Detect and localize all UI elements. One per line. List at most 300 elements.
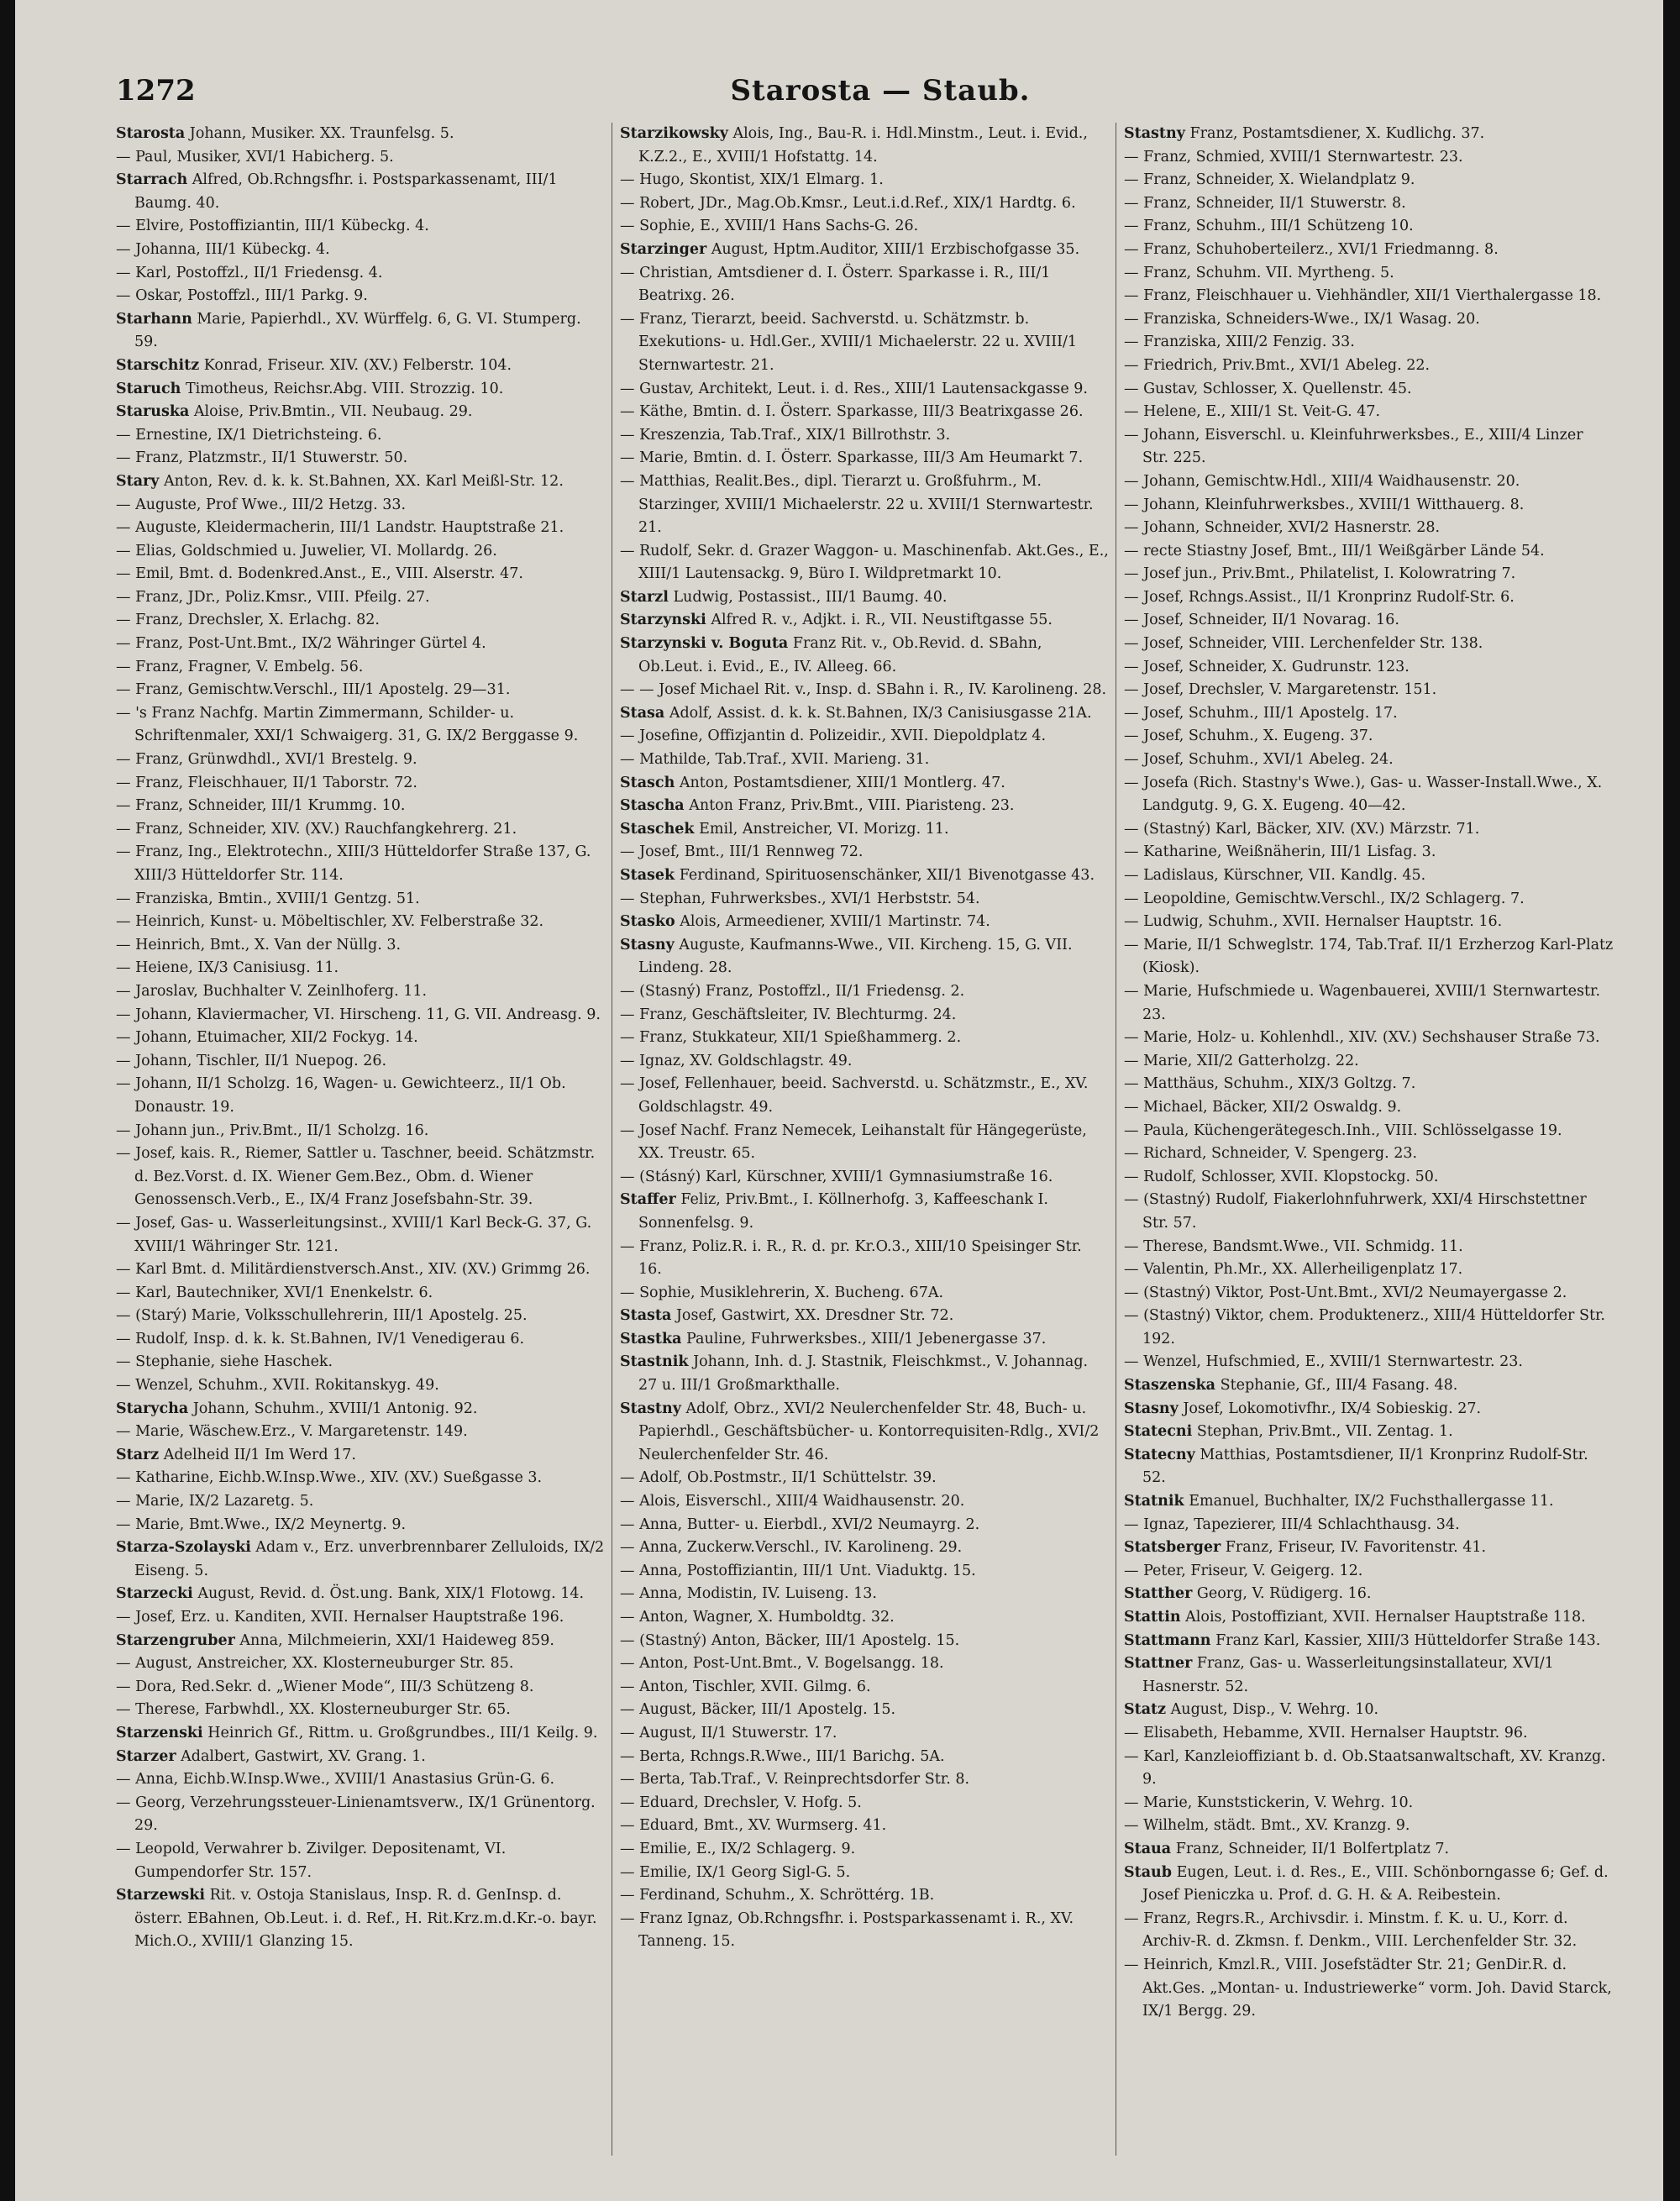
directory-entry [620, 1328, 1110, 1352]
directory-entry [1124, 424, 1614, 470]
entry-text: — Christian, Amtsdiener d. I. Österr. Sparkasse i. R., III/1 Beatrixg. 26. [620, 264, 1051, 305]
directory-entry [620, 1398, 1110, 1468]
entry-text: Adalbert, Gastwirt, XV. Grang. 1. [176, 1747, 426, 1765]
directory-entry [116, 1722, 606, 1746]
entry-text: — Rudolf, Insp. d. k. k. St.Bahnen, IV/1 Venedigerau 6. [116, 1330, 525, 1347]
directory-entry [116, 1792, 606, 1838]
entry-text: — Franz, Fragner, V. Embelg. 56. [116, 658, 364, 675]
entry-surname: Statecny [1124, 1446, 1195, 1463]
entry-text: — August, II/1 Stuwerstr. 17. [620, 1724, 837, 1741]
directory-entry [1124, 911, 1614, 934]
entry-text: Johann, Musiker. XX. Traunfelsg. 5. [185, 125, 454, 142]
entry-surname: Staub [1124, 1863, 1173, 1881]
entry-text: — Heiene, IX/3 Canisiusg. 11. [116, 959, 339, 977]
entry-text: — Josef, Schuhm., X. Eugeng. 37. [1124, 728, 1373, 745]
directory-entry [1124, 1189, 1614, 1235]
directory-entry [620, 702, 1110, 726]
entry-text: — (Stasný) Franz, Postoffzl., II/1 Friedensg. 2. [620, 982, 965, 1000]
directory-entry [620, 262, 1110, 308]
directory-entry [116, 215, 606, 239]
entry-text: — Heinrich, Kmzl.R., VIII. Josefstädter Str. 21; GenDir.R. d. Akt.Ges. „Montan- u. Industriewerke“ vorm. Joh. David Starck, IX/1 Bergg. 29. [1124, 1956, 1612, 2020]
directory-entry [1124, 1652, 1614, 1699]
entry-text: — Franz, Regrs.R., Archivsdir. i. Minstm. f. K. u. U., Korr. d. Archiv-R. d. Zkmsn. f. Denkm., VIII. Lerchenfelder Str. 32. [1124, 1909, 1578, 1951]
entry-text: — Anton, Wagner, X. Humboldtg. 32. [620, 1609, 895, 1626]
entry-text: — Helene, E., XIII/1 St. Veit-G. 47. [1124, 403, 1381, 421]
directory-entry [116, 424, 606, 448]
directory-entry [116, 308, 606, 355]
entry-text: Rit. v. Ostoja Stanislaus, Insp. R. d. GenInsp. d. österr. EBahnen, Ob.Leut. i. d. Ref., H. Rit.Krz.m.d.Kr.-o. bayr. Mich.O., XVIII/1 Glanzing 15. [134, 1887, 597, 1951]
directory-entry [620, 1073, 1110, 1119]
entry-text: — Heinrich, Bmt., X. Van der Nüllg. 3. [116, 936, 402, 953]
directory-entry [620, 215, 1110, 239]
directory-entry [1124, 1630, 1614, 1653]
directory-entry [1124, 239, 1614, 262]
entry-text: Alois, Postoffiziant, XVII. Hernalser Hauptstraße 118. [1180, 1609, 1586, 1626]
entry-text: — Therese, Farbwhdl., XX. Klosterneuburger Str. 65. [116, 1701, 511, 1719]
entry-text: — Johann, Tischler, II/1 Nuepog. 26. [116, 1052, 387, 1069]
entry-text: — Josef, Schuhm., III/1 Apostelg. 17. [1124, 704, 1398, 722]
entry-text: — Eduard, Bmt., XV. Wurmserg. 41. [620, 1817, 887, 1835]
entry-text: Georg, V. Rüdigerg. 16. [1192, 1585, 1372, 1603]
entry-surname: Starzynski [620, 612, 706, 629]
entry-text: — Ludwig, Schuhm., XVII. Hernalser Hauptstr. 16. [1124, 913, 1503, 931]
entry-text: Josef, Gastwirt, XX. Dresdner Str. 72. [671, 1307, 954, 1325]
directory-entry [620, 470, 1110, 540]
entry-text: — Johann, Etuimacher, XII/2 Fockyg. 14. [116, 1029, 418, 1047]
directory-entry [1124, 1514, 1614, 1537]
entry-text: — Josef jun., Priv.Bmt., Philatelist, I. Kolowratring 7. [1124, 565, 1516, 583]
entry-surname: Stascha [620, 797, 685, 815]
entry-text: — Josef, Schneider, II/1 Novarag. 16. [1124, 612, 1399, 629]
entry-text: Johann, Inh. d. J. Stastnik, Fleischkmst., V. Johannag. 27 u. III/1 Großmarkthalle. [638, 1353, 1089, 1395]
directory-entry [1124, 540, 1614, 564]
directory-entry [1124, 494, 1614, 517]
entry-surname: Stary [116, 472, 160, 490]
directory-entry [620, 169, 1110, 192]
entry-surname: Statnik [1124, 1493, 1184, 1510]
directory-entry [116, 934, 606, 958]
entry-text: — Marie, II/1 Schweglstr. 174, Tab.Traf. II/1 Erzherzog Karl-Platz (Kiosk). [1124, 936, 1614, 977]
entry-text: — (Stastný) Anton, Bäcker, III/1 Apostelg. 15. [620, 1631, 960, 1649]
entry-text: — Gustav, Architekt, Leut. i. d. Res., XIII/1 Lautensackgasse 9. [620, 380, 1088, 397]
entry-surname: Stastny [1124, 125, 1185, 142]
directory-entry [1124, 1954, 1614, 2024]
directory-entry [116, 841, 606, 887]
directory-entry [116, 563, 606, 586]
directory-entry [620, 911, 1110, 934]
entry-text: — Franz, Schuhoberteilerz., XVI/1 Friedmanng. 8. [1124, 240, 1499, 258]
directory-entry [116, 1050, 606, 1074]
entry-text: — Marie, IX/2 Lazaretg. 5. [116, 1493, 314, 1510]
entry-text: Josef, Lokomotivfhr., IX/4 Sobieskig. 27. [1178, 1400, 1482, 1417]
directory-entry [620, 540, 1110, 586]
entry-text: — Gustav, Schlosser, X. Quellenstr. 45. [1124, 380, 1412, 397]
entry-text: — Sophie, E., XVIII/1 Hans Sachs-G. 26. [620, 218, 919, 235]
directory-entry [116, 1282, 606, 1305]
directory-entry [116, 540, 606, 564]
entry-text: — Richard, Schneider, V. Spengerg. 23. [1124, 1145, 1418, 1163]
directory-entry [1124, 1792, 1614, 1815]
directory-entry [620, 1908, 1110, 1954]
entry-text: — Johann, Kleinfuhrwerksbes., XVIII/1 Witthauerg. 8. [1124, 496, 1525, 513]
entry-text: — (Stastný) Rudolf, Fiakerlohnfuhrwerk, XXI/4 Hirschstettner Str. 57. [1124, 1191, 1587, 1232]
directory-entry [116, 957, 606, 980]
directory-entry [1124, 1560, 1614, 1584]
directory-entry [1124, 1143, 1614, 1166]
entry-text: Anna, Milchmeierin, XXI/1 Haideweg 859. [234, 1631, 554, 1649]
entry-text: — Matthäus, Schuhm., XIX/3 Goltzg. 7. [1124, 1075, 1416, 1093]
directory-entry [1124, 934, 1614, 980]
entry-surname: Starz [116, 1446, 160, 1463]
directory-entry [1124, 818, 1614, 842]
entry-text: — Katharine, Weißnäherin, III/1 Lisfag. 3. [1124, 843, 1436, 861]
entry-surname: Statsberger [1124, 1539, 1221, 1557]
directory-entry [1124, 1120, 1614, 1143]
directory-entry [1124, 888, 1614, 911]
entry-text: Alfred R. v., Adjkt. i. R., VII. Neustiftgasse 55. [706, 612, 1053, 629]
entry-text: Heinrich Gf., Rittm. u. Großgrundbes., III/1 Keilg. 9. [202, 1724, 598, 1741]
directory-entry [116, 1746, 606, 1769]
directory-column-2 [620, 123, 1110, 2172]
directory-entry [116, 1328, 606, 1352]
directory-page [15, 0, 1663, 2201]
entry-surname: Starycha [116, 1400, 189, 1417]
directory-entry [116, 1374, 606, 1398]
entry-text: Franz Karl, Kassier, XIII/3 Hütteldorfer Straße 143. [1210, 1631, 1601, 1649]
entry-surname: Statther [1124, 1585, 1193, 1603]
directory-entry [1124, 1746, 1614, 1792]
directory-entry [116, 1490, 606, 1514]
directory-entry [620, 424, 1110, 448]
directory-entry [620, 123, 1110, 169]
directory-entry [1124, 215, 1614, 239]
entry-text: — Anton, Tischler, XVII. Gilmg. 6. [620, 1678, 871, 1695]
entry-text: — Oskar, Postoffzl., III/1 Parkg. 9. [116, 287, 368, 305]
directory-entry [116, 795, 606, 818]
directory-entry [620, 239, 1110, 262]
entry-text: — Leopold, Verwahrer b. Zivilger. Depositenamt, VI. Gumpendorfer Str. 157. [116, 1840, 507, 1881]
entry-text: — Josefa (Rich. Stastny's Wwe.), Gas- u. Wasser-Install.Wwe., X. Landgutg. 9, G. X. Eugeng. 40—42. [1124, 774, 1603, 815]
page-number: 1272 [116, 74, 196, 108]
entry-surname: Stattner [1124, 1655, 1193, 1673]
entry-text: — Katharine, Eichb.W.Insp.Wwe., XIV. (XV.) Sueßgasse 3. [116, 1469, 543, 1487]
entry-text: Adelheid II/1 Im Werd 17. [159, 1446, 356, 1463]
entry-text: Franz, Friseur, IV. Favoritenstr. 41. [1221, 1539, 1487, 1557]
directory-entry [620, 841, 1110, 864]
directory-entry [1124, 772, 1614, 818]
entry-text: — Hugo, Skontist, XIX/1 Elmarg. 1. [620, 171, 884, 189]
directory-entry [116, 1073, 606, 1119]
entry-text: — Paul, Musiker, XVI/1 Habicherg. 5. [116, 148, 394, 165]
entry-text: — Elisabeth, Hebamme, XVII. Hernalser Hauptstr. 96. [1124, 1724, 1528, 1741]
directory-entry [1124, 1699, 1614, 1722]
entry-text: — Berta, Tab.Traf., V. Reinprechtsdorfer Str. 8. [620, 1771, 970, 1789]
entry-text: — Franz, JDr., Poliz.Kmsr., VIII. Pfeilg. 27. [116, 588, 430, 606]
entry-text: Adolf, Assist. d. k. k. St.Bahnen, IX/3 Canisiusgasse 21A. [664, 704, 1092, 722]
directory-entry [1124, 586, 1614, 610]
directory-entry [1124, 702, 1614, 726]
entry-text: — Franz, Poliz.R. i. R., R. d. pr. Kr.O.3., XIII/10 Speisinger Str. 16. [620, 1237, 1082, 1279]
entry-text: Marie, Papierhdl., XV. Würffelg. 6, G. VI. Stumperg. 59. [134, 310, 581, 351]
entry-text: — Franz, Schuhm. VII. Myrtheng. 5. [1124, 264, 1394, 281]
directory-entry [620, 980, 1110, 1004]
entry-text: — Josef, Drechsler, V. Margaretenstr. 151. [1124, 681, 1437, 699]
entry-text: — Franz, Post-Unt.Bmt., IX/2 Währinger Gürtel 4. [116, 635, 486, 653]
directory-column-1 [116, 123, 606, 2172]
entry-surname: Staruska [116, 403, 190, 421]
entry-text: Ferdinand, Spirituosenschänker, XII/1 Bivenotgasse 43. [675, 867, 1095, 884]
directory-entry [1124, 262, 1614, 286]
entry-text: — Jaroslav, Buchhalter V. Zeinlhoferg. 11. [116, 982, 428, 1000]
entry-text: — Karl Bmt. d. Militärdienstversch.Anst., XIV. (XV.) Grimmg 26. [116, 1261, 591, 1279]
entry-text: — Josef, Erz. u. Kanditen, XVII. Hernalser Hauptstraße 196. [116, 1609, 564, 1626]
directory-entry [1124, 1096, 1614, 1120]
directory-entry [116, 1004, 606, 1027]
directory-entry [620, 725, 1110, 749]
directory-entry [1124, 355, 1614, 378]
entry-text: Alois, Armeediener, XVIII/1 Martinstr. 74. [675, 913, 990, 931]
directory-entry [116, 749, 606, 772]
entry-surname: Starzecki [116, 1585, 193, 1603]
entry-surname: Stastnik [620, 1353, 689, 1371]
directory-entry [1124, 1838, 1614, 1862]
directory-entry [116, 911, 606, 934]
entry-text: Ludwig, Postassist., III/1 Baumg. 40. [668, 588, 948, 606]
entry-text: — Wilhelm, städt. Bmt., XV. Kranzg. 9. [1124, 1817, 1410, 1835]
entry-text: Feliz, Priv.Bmt., I. Köllnerhofg. 3, Kaffeeschank I. Sonnenfelsg. 9. [638, 1191, 1048, 1232]
entry-text: — Marie, Holz- u. Kohlenhdl., XIV. (XV.) Sechshauser Straße 73. [1124, 1029, 1600, 1047]
directory-entry [620, 1630, 1110, 1653]
directory-entry [1124, 123, 1614, 146]
directory-entry [116, 285, 606, 308]
directory-entry [620, 1004, 1110, 1027]
entry-text: — Franz Ignaz, Ob.Rchngsfhr. i. Postsparkassenamt i. R., XV. Tanneng. 15. [620, 1909, 1074, 1951]
entry-text: Anton Franz, Priv.Bmt., VIII. Piaristeng. 23. [684, 797, 1015, 815]
entry-text: — Franz, Stukkateur, XII/1 Spießhammerg. 2. [620, 1029, 962, 1047]
entry-text: — Anna, Butter- u. Eierbdl., XVI/2 Neumayrg. 2. [620, 1515, 980, 1533]
directory-entry [1124, 1490, 1614, 1514]
directory-entry [620, 609, 1110, 633]
entry-surname: Staszenska [1124, 1377, 1216, 1395]
entry-text: — Franz, Schuhm., III/1 Schützeng 10. [1124, 218, 1414, 235]
entry-text: August, Disp., V. Wehrg. 10. [1166, 1701, 1379, 1719]
entry-text: — Marie, Bmt.Wwe., IX/2 Meynertg. 9. [116, 1515, 407, 1533]
entry-text: — Anton, Post-Unt.Bmt., V. Bogelsangg. 18. [620, 1655, 944, 1673]
entry-text: — Paula, Küchengerätegesch.Inh., VIII. Schlösselgasse 19. [1124, 1122, 1562, 1139]
entry-text: — Josef, Schneider, X. Gudrunstr. 123. [1124, 658, 1410, 675]
entry-surname: Starzikowsky [620, 125, 728, 142]
directory-entry [620, 1746, 1110, 1769]
directory-entry [620, 1120, 1110, 1166]
directory-entry [116, 980, 606, 1004]
directory-entry [116, 355, 606, 378]
directory-entry [620, 1838, 1110, 1862]
directory-entry [620, 1884, 1110, 1908]
directory-entry [116, 1398, 606, 1421]
directory-entry [116, 1838, 606, 1884]
entry-surname: Staschek [620, 820, 695, 838]
entry-surname: Stattmann [1124, 1631, 1211, 1649]
directory-entry [620, 1467, 1110, 1490]
running-title: Starosta — Staub. [730, 74, 1031, 108]
directory-entry [1124, 1583, 1614, 1606]
directory-entry [116, 888, 606, 911]
page-header [116, 74, 1645, 116]
entry-text: — Franz, Schneider, X. Wielandplatz 9. [1124, 171, 1415, 189]
entry-text: — Franziska, Schneiders-Wwe., IX/1 Wasag. 20. [1124, 310, 1480, 328]
entry-text: Adolf, Obrz., XVI/2 Neulerchenfelder Str. 48, Buch- u. Papierhdl., Geschäftsbücher- u. Kontorrequisiten-Rdlg., XVI/2 Neulerchenfelder Str. 46. [638, 1400, 1100, 1463]
entry-text: Alfred, Ob.Rchngsfhr. i. Postsparkassenamt, III/1 Baumg. 40. [134, 171, 558, 212]
directory-entry [620, 1606, 1110, 1630]
directory-entry [620, 1282, 1110, 1305]
entry-text: — Ferdinand, Schuhm., X. Schröttérg. 1B. [620, 1887, 935, 1904]
entry-text: Eugen, Leut. i. d. Res., E., VIII. Schönborngasse 6; Gef. d. Josef Pieniczka u. Prof. d. G. H. & A. Reibestein. [1142, 1863, 1609, 1904]
directory-entry [116, 1606, 606, 1630]
entry-text: — (Stastný) Viktor, chem. Produktenerz., XIII/4 Hütteldorfer Str. 192. [1124, 1307, 1605, 1347]
entry-text: — Franz, Schneider, XIV. (XV.) Rauchfangkehrerg. 21. [116, 820, 517, 838]
entry-text: — August, Bäcker, III/1 Apostelg. 15. [620, 1701, 896, 1719]
entry-text: — Josef, Rchngs.Assist., II/1 Kronprinz Rudolf-Str. 6. [1124, 588, 1515, 606]
entry-surname: Starosta [116, 125, 186, 142]
entry-text: Stephanie, Gf., III/4 Fasang. 48. [1215, 1377, 1458, 1395]
directory-entry [620, 679, 1110, 702]
directory-entry [1124, 609, 1614, 633]
entry-text: — Franz, Tierarzt, beeid. Sachverstd. u. Schätzmstr. b. Exekutions- u. Hdl.Ger., XVIII/1 Michaelerstr. 22 u. XVIII/1 Sternwartestr. 21. [620, 310, 1078, 374]
entry-text: Emil, Anstreicher, VI. Morizg. 11. [694, 820, 949, 838]
entry-text: — Josef, Bmt., III/1 Rennweg 72. [620, 843, 864, 861]
entry-text: Franz, Schneider, II/1 Bolfertplatz 7. [1171, 1840, 1450, 1857]
directory-entry [1124, 1166, 1614, 1190]
directory-entry [116, 1212, 606, 1258]
entry-text: — Matthias, Realit.Bes., dipl. Tierarzt u. Großfuhrm., M. Starzinger, XVIII/1 Michaelerstr. 22 u. XVIII/1 Sternwartestr. 21. [620, 472, 1094, 537]
entry-surname: Statecni [1124, 1423, 1193, 1441]
entry-text: — — Josef Michael Rit. v., Insp. d. SBahn i. R., IV. Karolineng. 28. [620, 681, 1107, 699]
directory-entry [116, 818, 606, 842]
directory-entry [116, 656, 606, 680]
directory-entry [620, 795, 1110, 818]
entry-surname: Stastka [620, 1330, 682, 1347]
entry-text: — Ignaz, Tapezierer, III/4 Schlachthausg. 34. [1124, 1515, 1460, 1533]
entry-surname: Staffer [620, 1191, 676, 1209]
directory-entry [1124, 1815, 1614, 1838]
directory-entry [116, 1768, 606, 1792]
directory-entry [1124, 285, 1614, 308]
entry-text: Matthias, Postamtsdiener, II/1 Kronprinz Rudolf-Str. 52. [1142, 1446, 1588, 1487]
entry-text: — recte Stiastny Josef, Bmt., III/1 Weißgärber Lände 54. [1124, 542, 1545, 559]
entry-text: — Franz, Geschäftsleiter, IV. Blechturmg. 24. [620, 1006, 957, 1023]
entry-text: — Franz, Ing., Elektrotechn., XIII/3 Hütteldorfer Straße 137, G. XIII/3 Hütteldorfer Str. 114. [116, 843, 591, 884]
entry-text: — Elvire, Postoffiziantin, III/1 Kübeckg. 4. [116, 218, 429, 235]
entry-surname: Stattin [1124, 1609, 1181, 1626]
directory-entry [620, 633, 1110, 679]
directory-entry [116, 702, 606, 749]
directory-entry [620, 1514, 1110, 1537]
entry-text: — Marie, XII/2 Gatterholzg. 22. [1124, 1052, 1359, 1069]
directory-entry [620, 1676, 1110, 1699]
directory-entry [116, 1630, 606, 1653]
entry-text: Timotheus, Reichsr.Abg. VIII. Strozzig. 10. [181, 380, 504, 397]
entry-text: — (Stastný) Viktor, Post-Unt.Bmt., XVI/2 Neumayergasse 2. [1124, 1284, 1567, 1301]
entry-surname: Stastny [620, 1400, 681, 1417]
entry-text: — Mathilde, Tab.Traf., XVII. Marieng. 31. [620, 751, 930, 769]
entry-text: — Anna, Eichb.W.Insp.Wwe., XVIII/1 Anastasius Grün-G. 6. [116, 1771, 555, 1789]
entry-text: — Josef, Schneider, VIII. Lerchenfelder Str. 138. [1124, 635, 1483, 653]
directory-entry [1124, 864, 1614, 888]
directory-entry [116, 169, 606, 215]
entry-text: — Elias, Goldschmied u. Juwelier, VI. Mollardg. 26. [116, 542, 497, 559]
directory-entry [620, 864, 1110, 888]
entry-text: — Peter, Friseur, V. Geigerg. 12. [1124, 1562, 1363, 1579]
directory-entry [620, 818, 1110, 842]
directory-entry [1124, 1722, 1614, 1746]
entry-text: — Johanna, III/1 Kübeckg. 4. [116, 240, 330, 258]
entry-text: — Franz, Fleischhauer, II/1 Taborstr. 72. [116, 774, 417, 791]
entry-surname: Stasta [620, 1307, 672, 1325]
directory-entry [620, 772, 1110, 796]
directory-entry [116, 1258, 606, 1282]
directory-entry [620, 1536, 1110, 1560]
entry-text: — Anna, Modistin, IV. Luiseng. 13. [620, 1585, 877, 1603]
entry-text: — Wenzel, Hufschmied, E., XVIII/1 Sternwartestr. 23. [1124, 1353, 1523, 1371]
entry-text: Johann, Schuhm., XVIII/1 Antonig. 92. [188, 1400, 478, 1417]
entry-surname: Starzynski v. Boguta [620, 635, 789, 653]
entry-text: — (Starý) Marie, Volksschullehrerin, III/1 Apostelg. 25. [116, 1307, 528, 1325]
entry-text: — Wenzel, Schuhm., XVII. Rokitanskyg. 49. [116, 1377, 439, 1395]
directory-entry [116, 633, 606, 656]
entry-text: Anton, Postamtsdiener, XIII/1 Montlerg. 47. [675, 774, 1005, 791]
directory-entry [1124, 1374, 1614, 1398]
entry-surname: Starzenski [116, 1724, 203, 1741]
entry-text: August, Revid. d. Öst.ung. Bank, XIX/1 Flotowg. 14. [192, 1585, 585, 1603]
directory-entry [620, 1792, 1110, 1815]
entry-surname: Staruch [116, 380, 181, 397]
directory-entry [1124, 633, 1614, 656]
entry-text: — Auguste, Kleidermacherin, III/1 Landstr. Hauptstraße 21. [116, 519, 564, 537]
directory-entry [1124, 470, 1614, 494]
entry-text: — Georg, Verzehrungssteuer-Linienamtsverw., IX/1 Grünentorg. 29. [116, 1794, 596, 1835]
entry-surname: Stasek [620, 867, 675, 884]
entry-text: — Käthe, Bmtin. d. I. Österr. Sparkasse, III/3 Beatrixgasse 26. [620, 403, 1084, 421]
directory-entry [620, 1815, 1110, 1838]
directory-entry [1124, 1351, 1614, 1374]
entry-text: — Karl, Bautechniker, XVI/1 Enenkelstr. 6. [116, 1284, 433, 1301]
entry-text: Stephan, Priv.Bmt., VII. Zentag. 1. [1192, 1423, 1453, 1441]
directory-entry [116, 1699, 606, 1722]
entry-text: — Franz, Schmied, XVIII/1 Sternwartestr. 23. [1124, 148, 1463, 165]
entry-text: — Johann, Schneider, XVI/2 Hasnerstr. 28. [1124, 519, 1441, 537]
entry-text: — (Stásný) Karl, Kürschner, XVIII/1 Gymnasiumstraße 16. [620, 1168, 1053, 1185]
directory-entry [620, 1768, 1110, 1792]
entry-text: August, Hptm.Auditor, XIII/1 Erzbischofgasse 35. [706, 240, 1080, 258]
entry-surname: Starzewski [116, 1887, 206, 1904]
entry-surname: Starzinger [620, 240, 707, 258]
entry-surname: Stasny [620, 936, 675, 953]
directory-entry [1124, 517, 1614, 540]
entry-surname: Starzengruber [116, 1631, 235, 1649]
entry-text: — Franz, Gemischtw.Verschl., III/1 Apostelg. 29—31. [116, 681, 511, 699]
entry-text: — Emilie, E., IX/2 Schlagerg. 9. [620, 1840, 856, 1857]
directory-entry [1124, 1050, 1614, 1074]
directory-entry [1124, 308, 1614, 332]
directory-entry [1124, 1073, 1614, 1096]
entry-text: — Ernestine, IX/1 Dietrichsteing. 6. [116, 426, 382, 444]
directory-columns [116, 123, 1636, 2172]
directory-entry [1124, 1305, 1614, 1351]
directory-entry [1124, 1536, 1614, 1560]
entry-text: — Johann jun., Priv.Bmt., II/1 Scholzg. 16. [116, 1122, 429, 1139]
directory-entry [620, 1862, 1110, 1885]
entry-text: — Josef Nachf. Franz Nemecek, Leihanstalt für Hängegerüste, XX. Treustr. 65. [620, 1122, 1087, 1163]
